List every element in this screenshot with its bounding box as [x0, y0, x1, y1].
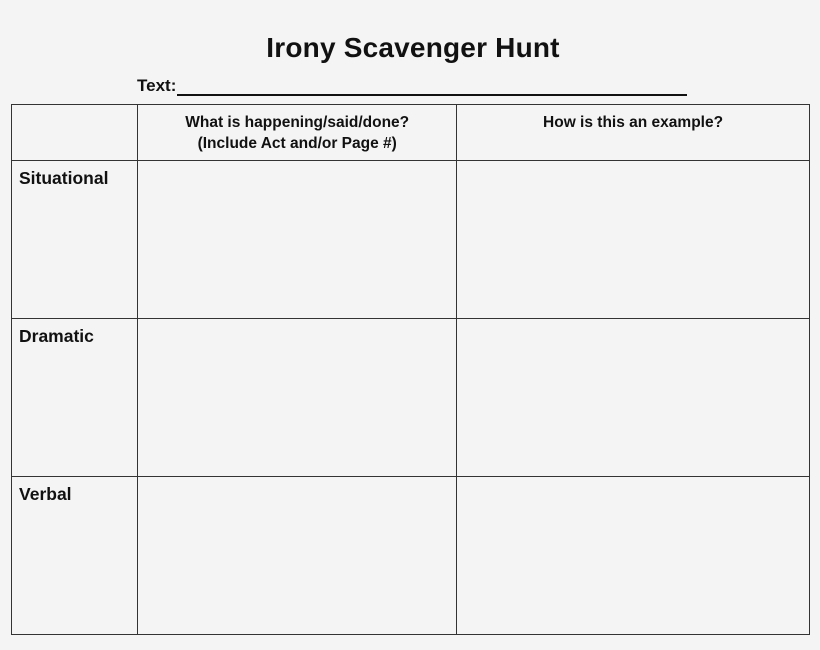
- verbal-what-cell[interactable]: [138, 477, 457, 635]
- row-label-cell: [12, 319, 138, 477]
- row-label-cell: [12, 477, 138, 635]
- irony-table: [11, 104, 810, 635]
- table-row-dramatic: [12, 319, 810, 477]
- row-label-situational: Situational: [19, 168, 109, 188]
- verbal-what-entry[interactable]: [138, 477, 456, 634]
- table-row-situational: [12, 161, 810, 319]
- header-how-line1: How is this an example?: [543, 114, 724, 131]
- header-what-line2: (Include Act and/or Page #): [197, 135, 397, 152]
- dramatic-what-cell[interactable]: [138, 319, 457, 477]
- row-label-verbal: Verbal: [19, 484, 72, 504]
- row-label-cell: [12, 161, 138, 319]
- text-field-row: [137, 74, 687, 96]
- situational-how-entry[interactable]: [457, 161, 809, 318]
- text-blank-line[interactable]: [177, 77, 687, 96]
- worksheet-title: Irony Scavenger Hunt: [266, 32, 560, 63]
- header-what-cell: [138, 105, 457, 161]
- header-how-cell: [457, 105, 810, 161]
- situational-what-entry[interactable]: [138, 161, 456, 318]
- text-label: Text:: [137, 76, 177, 95]
- header-corner-cell: [12, 105, 138, 161]
- verbal-how-cell[interactable]: [457, 477, 810, 635]
- situational-how-cell[interactable]: [457, 161, 810, 319]
- header-what-line1: What is happening/said/done?: [185, 114, 410, 131]
- situational-what-cell[interactable]: [138, 161, 457, 319]
- verbal-how-entry[interactable]: [457, 477, 809, 634]
- dramatic-how-entry[interactable]: [457, 319, 809, 476]
- table-header-row: [12, 105, 810, 161]
- table-row-verbal: [12, 477, 810, 635]
- dramatic-how-cell[interactable]: [457, 319, 810, 477]
- row-label-dramatic: Dramatic: [19, 326, 94, 346]
- dramatic-what-entry[interactable]: [138, 319, 456, 476]
